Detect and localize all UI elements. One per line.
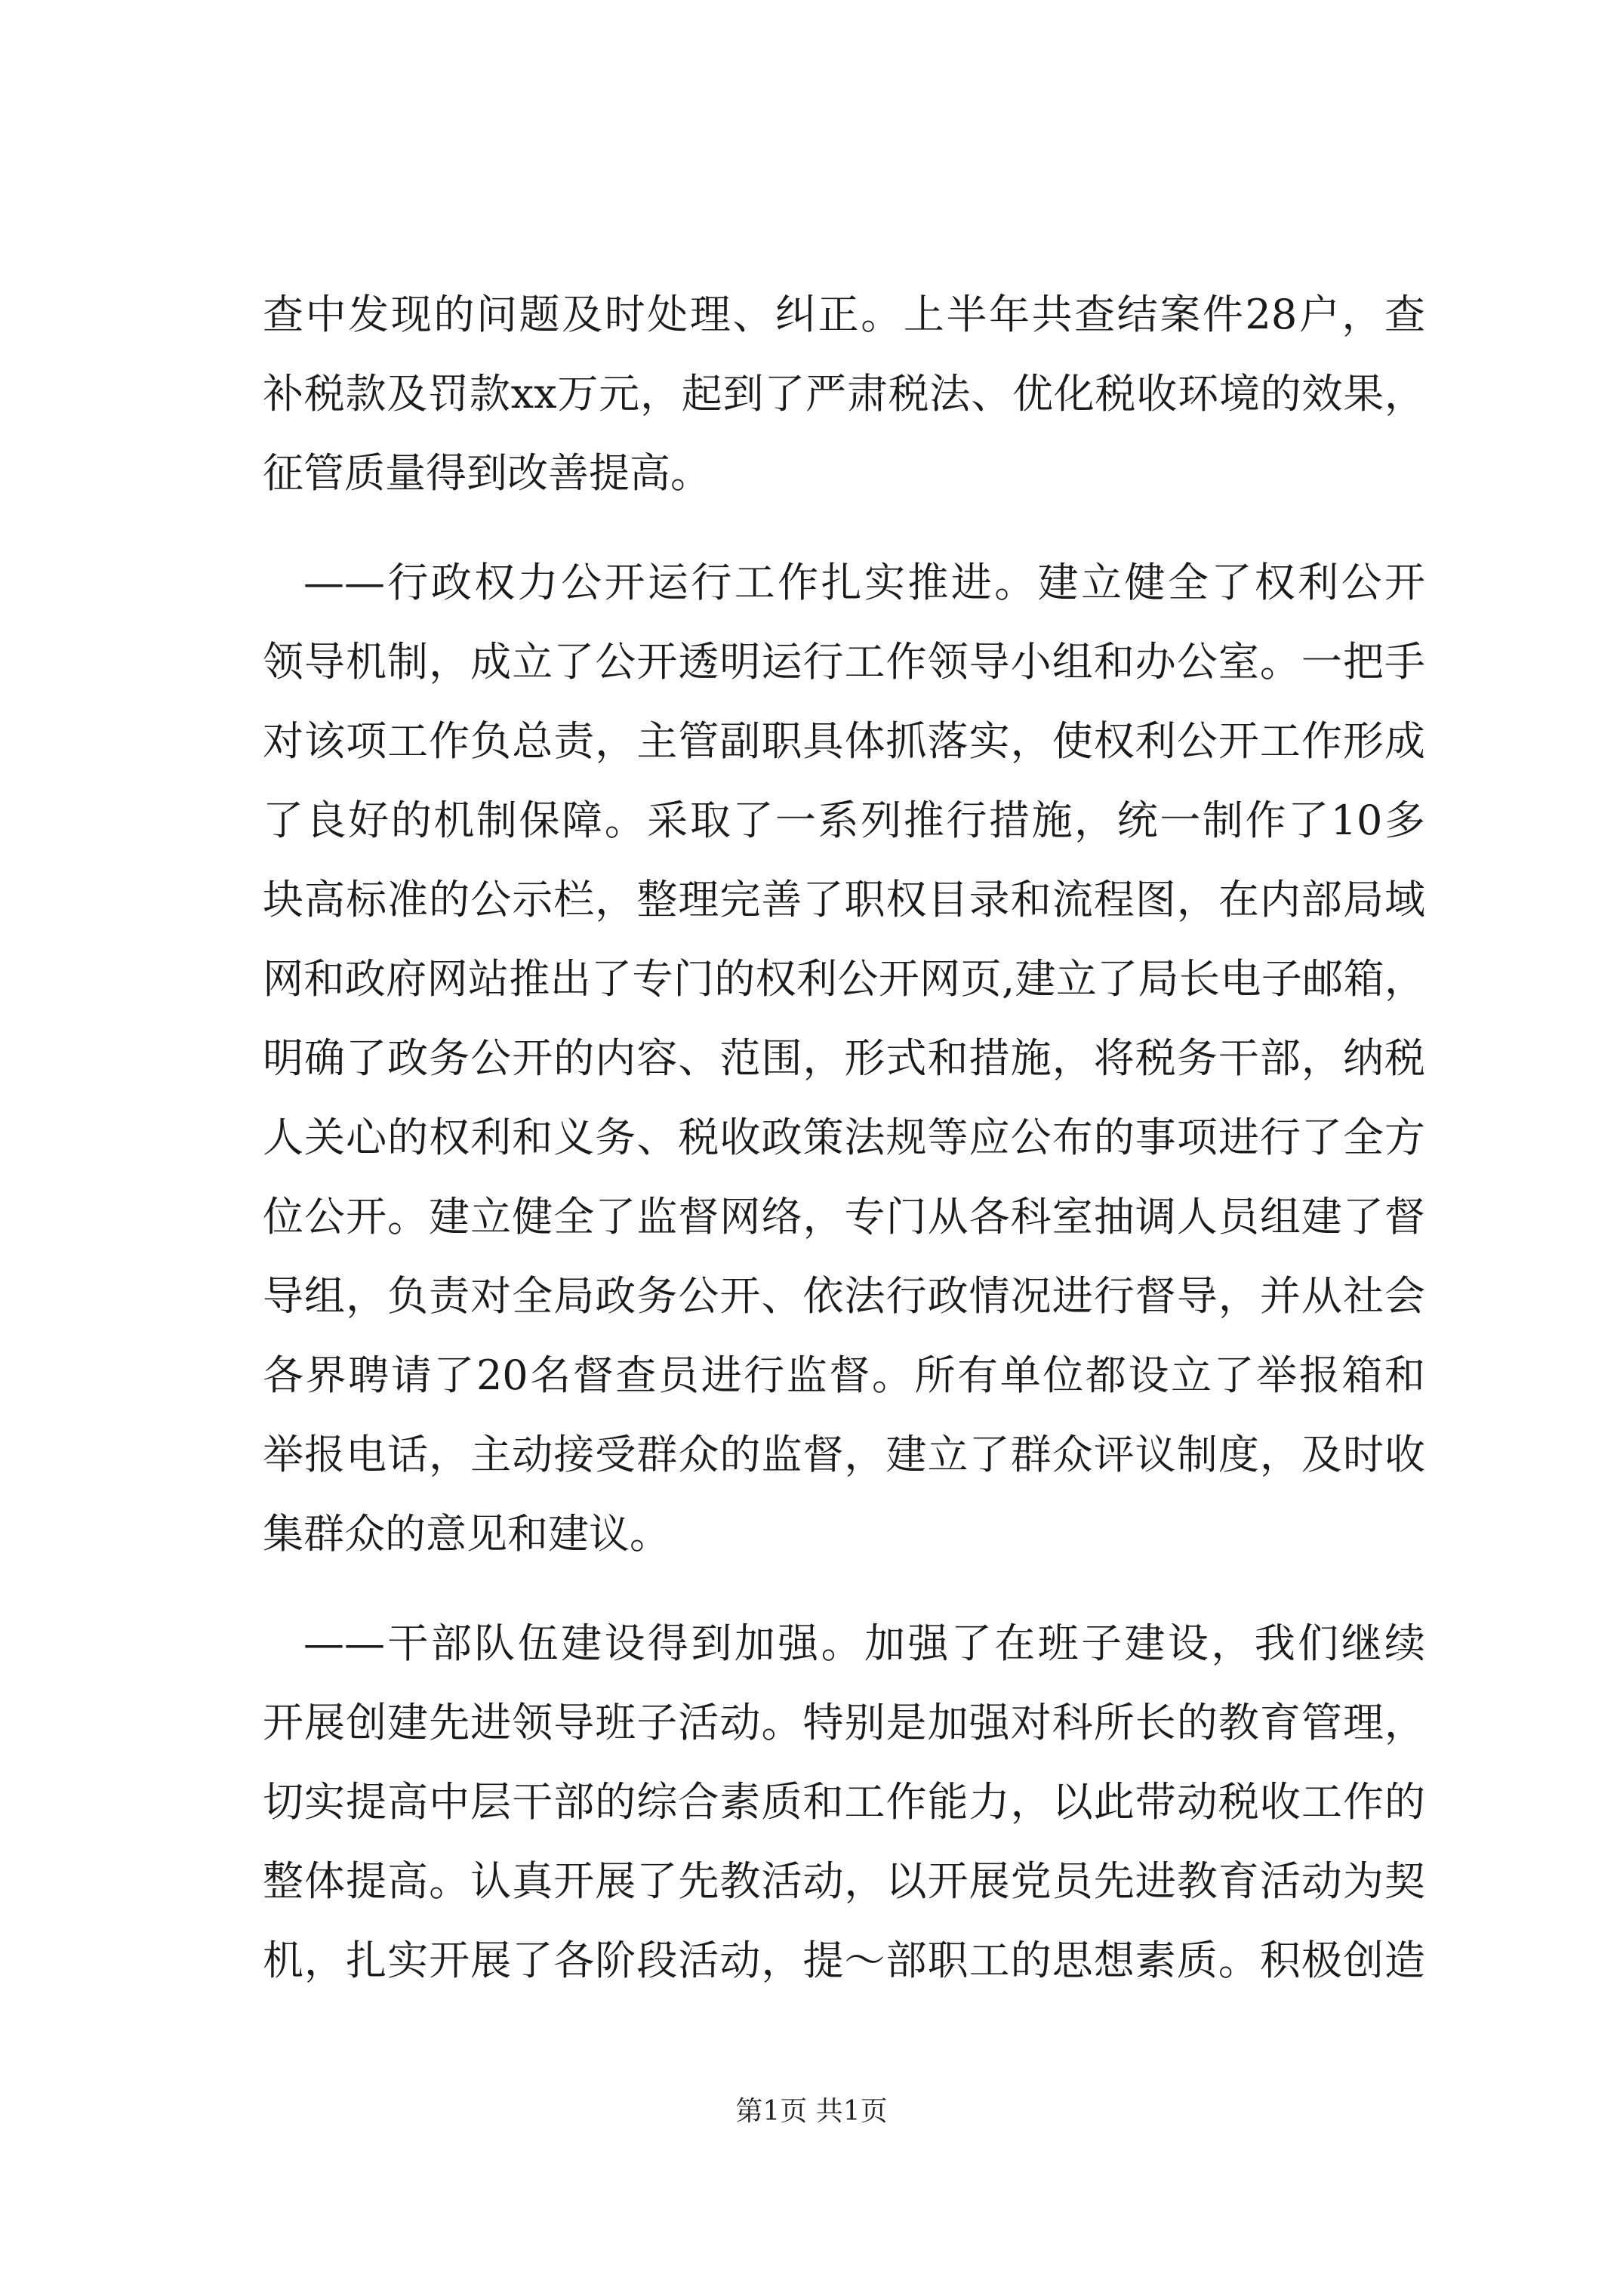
text-line: 补税款及罚款xx万元，起到了严肃税法、优化税收环境的效果， [263,370,1425,418]
text-line: 开展创建先进领导班子活动。特别是加强对科所长的教育管理， [263,1699,1425,1746]
text-line: 网和政府网站推出了专门的权利公开网页,建立了局长电子邮箱， [263,955,1425,1003]
page-number-footer: 第1页 共1页 [735,2096,888,2127]
text-line: 集群众的意见和建议。 [263,1510,670,1558]
text-line: 切实提高中层干部的综合素质和工作能力，以此带动税收工作的 [263,1778,1425,1826]
paragraph-start-line: ——行政权力公开运行工作扎实推进。建立健全了权利公开 [303,559,1425,606]
text-line: 位公开。建立健全了监督网络，专门从各科室抽调人员组建了督 [263,1193,1425,1240]
text-line: 了良好的机制保障。采取了一系列推行措施，统一制作了10多 [263,797,1425,844]
text-line: 人关心的权利和义务、税收政策法规等应公布的事项进行了全方 [263,1114,1425,1161]
text-line: 整体提高。认真开展了先教活动，以开展党员先进教育活动为契 [263,1857,1425,1905]
text-line: 征管质量得到改善提高。 [263,449,711,497]
text-line: 举报电话，主动接受群众的监督，建立了群众评议制度，及时收 [263,1431,1425,1478]
text-line: 明确了政务公开的内容、范围，形式和措施，将税务干部，纳税 [263,1034,1425,1082]
text-line: 领导机制，成立了公开透明运行工作领导小组和办公室。一把手 [263,638,1425,686]
text-line: 块高标准的公示栏，整理完善了职权目录和流程图，在内部局域 [263,876,1425,923]
text-line: 导组，负责对全局政务公开、依法行政情况进行督导，并从社会 [263,1272,1425,1320]
text-line: 各界聘请了20名督查员进行监督。所有单位都设立了举报箱和 [263,1351,1425,1399]
text-line: 机，扎实开展了各阶段活动，提～部职工的思想素质。积极创造 [263,1937,1425,1984]
text-line: 对该项工作负总责，主管副职具体抓落实，使权利公开工作形成 [263,717,1425,765]
text-line: 查中发现的问题及时处理、纠正。上半年共查结案件28户，查 [263,291,1425,338]
paragraph-start-line: ——干部队伍建设得到加强。加强了在班子建设，我们继续 [303,1620,1425,1667]
